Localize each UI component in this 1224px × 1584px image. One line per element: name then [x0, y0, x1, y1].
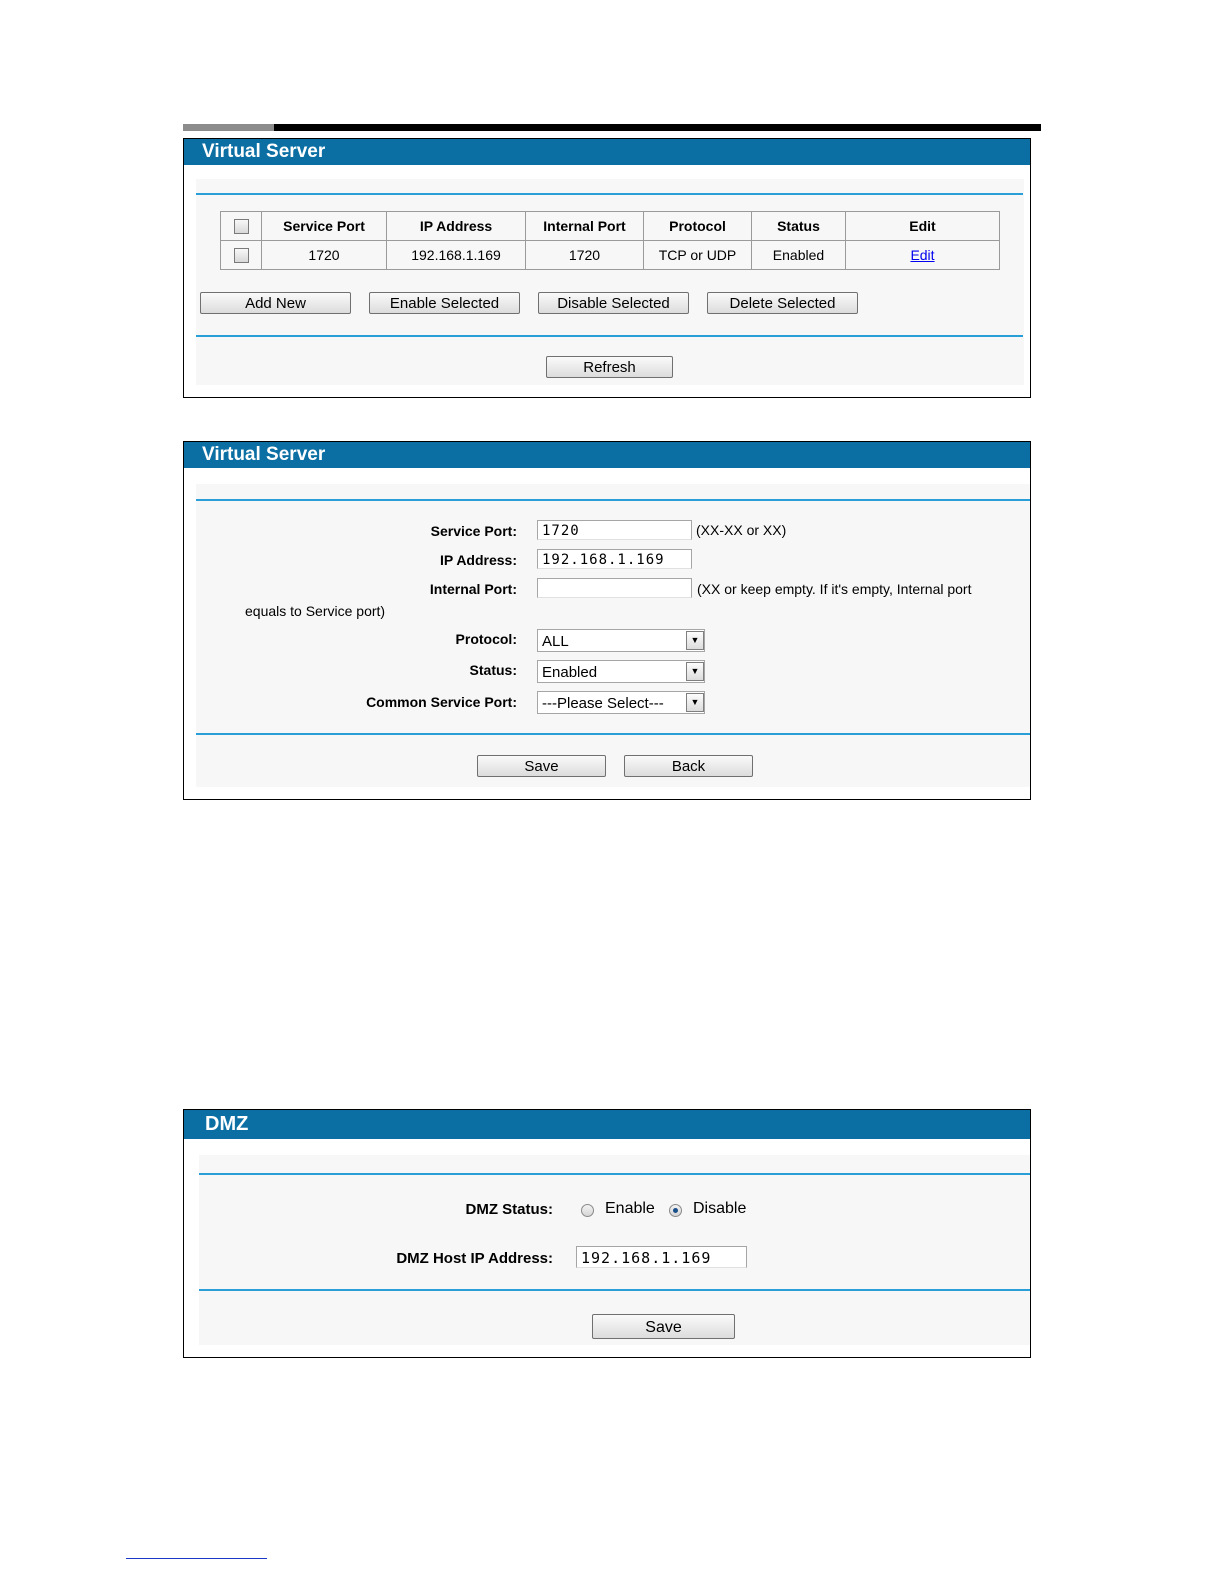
add-new-button[interactable]: Add New	[200, 292, 351, 314]
cell-status: Enabled	[752, 241, 846, 270]
common-service-port-selected-value: ---Please Select---	[542, 695, 664, 712]
back-button[interactable]: Back	[624, 755, 753, 777]
panel-body	[196, 179, 1024, 385]
virtual-server-edit-panel	[183, 441, 1031, 800]
cell-service-port: 1720	[262, 241, 387, 270]
common-service-port-select[interactable]	[537, 691, 705, 714]
col-service-port: Service Port	[262, 212, 387, 241]
delete-selected-button[interactable]: Delete Selected	[707, 292, 858, 314]
table-header-row	[221, 212, 1000, 241]
virtual-server-list-panel	[183, 138, 1031, 398]
protocol-select[interactable]	[537, 629, 705, 652]
select-all-cell[interactable]	[221, 212, 262, 241]
page-top-rule-black	[274, 124, 1041, 131]
internal-port-hint-continued: equals to Service port)	[245, 603, 386, 619]
col-ip-address: IP Address	[387, 212, 526, 241]
internal-port-input[interactable]	[537, 578, 692, 598]
cell-ip-address: 192.168.1.169	[387, 241, 526, 270]
disable-selected-button[interactable]: Disable Selected	[538, 292, 689, 314]
row-checkbox[interactable]	[234, 248, 249, 263]
divider	[196, 499, 1030, 501]
protocol-selected-value: ALL	[542, 633, 569, 650]
status-select[interactable]	[537, 660, 705, 683]
common-service-port-label: Common Service Port:	[366, 694, 517, 710]
chevron-down-icon[interactable]: ▼	[686, 631, 704, 650]
cell-protocol: TCP or UDP	[644, 241, 752, 270]
select-all-checkbox[interactable]	[234, 219, 249, 234]
panel-title: Virtual Server	[184, 442, 1030, 468]
dmz-save-button[interactable]: Save	[592, 1314, 735, 1339]
service-port-hint: (XX-XX or XX)	[696, 522, 787, 538]
service-port-label: Service Port:	[430, 523, 517, 539]
dmz-panel	[183, 1109, 1031, 1358]
dmz-host-ip-label: DMZ Host IP Address:	[396, 1250, 553, 1267]
chevron-down-icon[interactable]: ▼	[686, 662, 704, 681]
divider	[199, 1289, 1030, 1291]
protocol-label: Protocol:	[455, 631, 517, 647]
dmz-disable-radio[interactable]	[669, 1204, 682, 1217]
panel-title: Virtual Server	[184, 139, 1030, 165]
dmz-enable-radio[interactable]	[581, 1204, 594, 1217]
dmz-enable-label: Enable	[605, 1200, 655, 1217]
refresh-button[interactable]: Refresh	[546, 356, 673, 378]
cell-edit	[846, 241, 1000, 270]
dmz-host-ip-input[interactable]: 192.168.1.169	[576, 1246, 747, 1268]
row-select-cell[interactable]	[221, 241, 262, 270]
divider	[196, 733, 1030, 735]
divider	[196, 335, 1023, 337]
divider	[199, 1173, 1030, 1175]
col-status: Status	[752, 212, 846, 241]
internal-port-label: Internal Port:	[429, 581, 517, 597]
cell-internal-port: 1720	[526, 241, 644, 270]
status-label: Status:	[469, 662, 517, 678]
footer-rule	[126, 1558, 267, 1559]
status-selected-value: Enabled	[542, 664, 598, 681]
dmz-status-label: DMZ Status:	[465, 1201, 553, 1218]
divider	[196, 193, 1023, 195]
col-edit: Edit	[846, 212, 1000, 241]
radio-selected-dot	[673, 1208, 678, 1213]
virtual-server-table	[220, 211, 1000, 270]
dmz-disable-label: Disable	[693, 1200, 747, 1217]
save-button[interactable]: Save	[477, 755, 606, 777]
ip-address-input[interactable]: 192.168.1.169	[537, 549, 692, 569]
col-internal-port: Internal Port	[526, 212, 644, 241]
internal-port-hint: (XX or keep empty. If it's empty, Internal port	[697, 581, 972, 597]
page-top-rule-gray	[183, 124, 274, 131]
service-port-input[interactable]: 1720	[537, 520, 692, 540]
chevron-down-icon[interactable]: ▼	[686, 693, 704, 712]
enable-selected-button[interactable]: Enable Selected	[369, 292, 520, 314]
col-protocol: Protocol	[644, 212, 752, 241]
table-row	[221, 241, 1000, 270]
panel-title: DMZ	[184, 1110, 1030, 1139]
edit-link[interactable]: Edit	[910, 247, 935, 263]
ip-address-label: IP Address:	[439, 552, 517, 568]
